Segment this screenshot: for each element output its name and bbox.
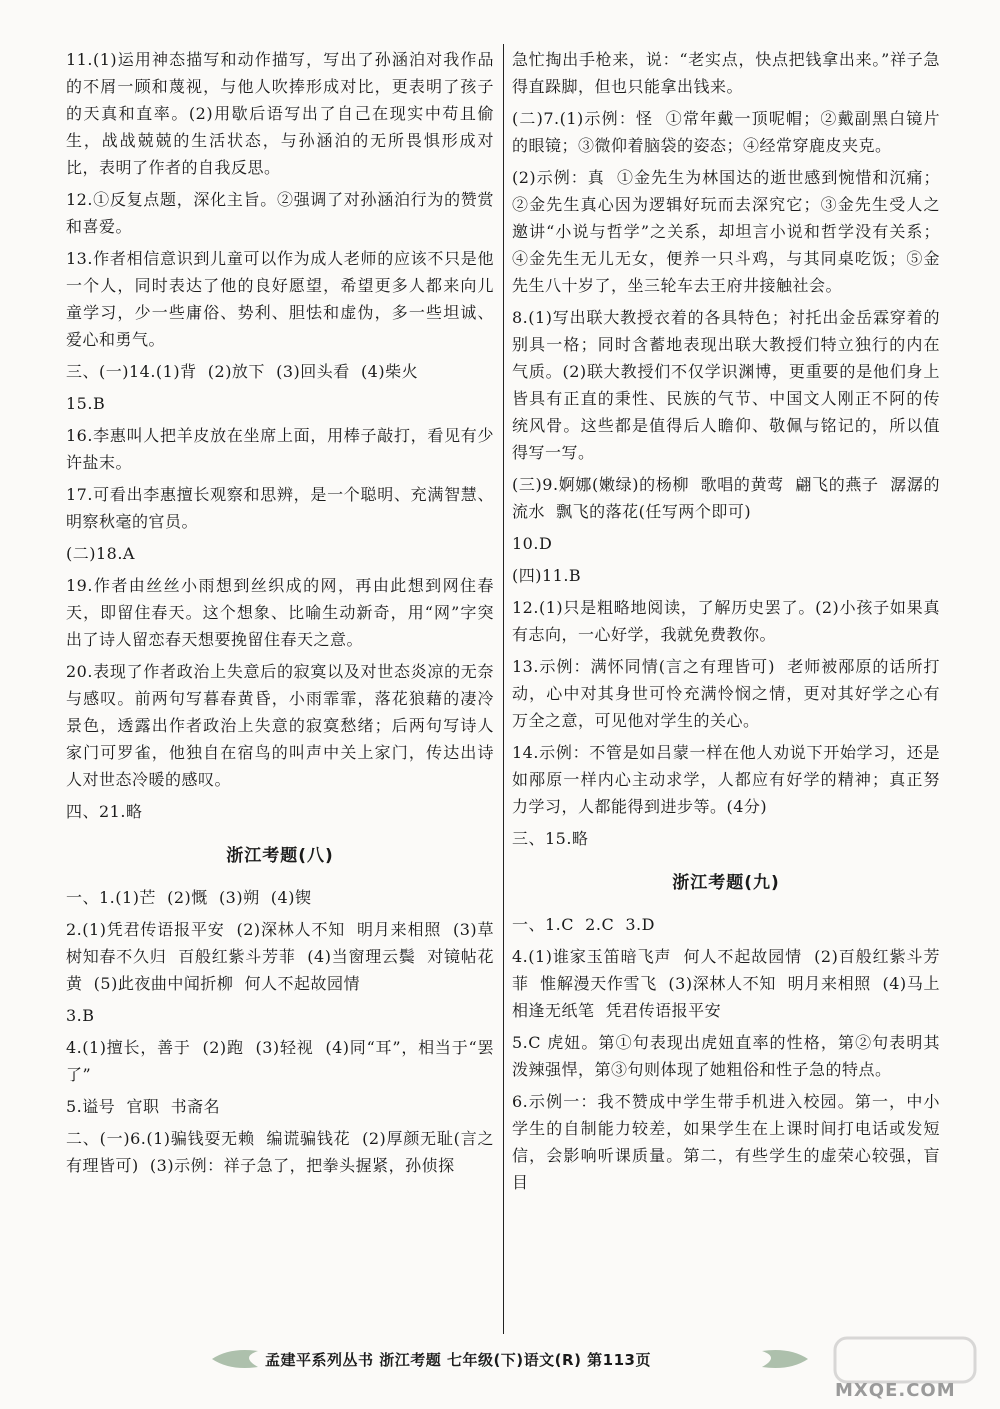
column-divider <box>503 44 504 1334</box>
watermark-text: MXQE.COM <box>835 1380 956 1401</box>
answer-paragraph: 2.(1)凭君传语报平安 (2)深林人不知 明月来相照 (3)草树知春不久归 百般红紫斗芳菲 (4)当窗理云鬓 对镜帖花黄 (5)此夜曲中闻折柳 何人不起故园情 <box>66 920 494 993</box>
answer-paragraph: (二)7.(1)示例：怪 ①常年戴一顶呢帽；②戴副黑白镜片的眼镜；③微仰着脑袋的姿态；④经常穿鹿皮夹克。 <box>512 109 940 155</box>
answer-paragraph: 二、(一)6.(1)骗钱耍无赖 编谎骗钱花 (2)厚颜无耻(言之有理皆可) (3)示例：祥子急了，把拳头握紧，孙侦探 <box>66 1129 494 1175</box>
answer-paragraph: 13.示例：满怀同情(言之有理皆可) 老师被邴原的话所打动，心中对其身世可怜充满怜悯之情，更对其好学之心有万全之意，可见他对学生的关心。 <box>512 657 940 730</box>
answer-paragraph: 4.(1)擅长，善于 (2)跑 (3)轻视 (4)同“耳”，相当于“罢了” <box>66 1038 494 1084</box>
left-column <box>66 46 494 1184</box>
answer-paragraph: 17.可看出李惠擅长观察和思辨，是一个聪明、充满智慧、明察秋毫的官员。 <box>66 485 494 531</box>
answer-paragraph: 14.示例：不管是如吕蒙一样在他人劝说下开始学习，还是如邴原一样内心主动求学，人都应有好学的精神；真正努力学习，人都能得到进步等。(4分) <box>512 743 940 816</box>
answer-paragraph: 20.表现了作者政治上失意后的寂寞以及对世态炎凉的无奈与感叹。前两句写暮春黄昏，小雨霏霏，落花狼藉的凄冷景色，透露出作者政治上失意的寂寞愁绪；后两句写诗人家门可罗雀，他独自在宿鸟的叫声中关上家门，传达出诗人对世态冷暖的感叹。 <box>66 662 494 789</box>
right-column <box>512 46 940 1201</box>
answer-paragraph: 12.(1)只是粗略地阅读，了解历史罢了。(2)小孩子如果真有志向，一心好学，我就免费教你。 <box>512 598 940 644</box>
answer-paragraph: 三、15.略 <box>512 829 589 848</box>
answer-paragraph: 一、1.C 2.C 3.D <box>512 915 655 934</box>
answer-paragraph: 5.谥号 官职 书斋名 <box>66 1097 221 1116</box>
answer-paragraph: (2)示例：真 ①金先生为林国达的逝世感到惋惜和沉痛；②金先生真心因为逻辑好玩而去深究它；③金先生受人之邀讲“小说与哲学”之关系，却坦言小说和哲学没有关系；④金先生无儿无女，便养一只斗鸡，与其同桌吃饭；⑤金先生八十岁了，坐三轮车去王府井接触社会。 <box>512 168 940 295</box>
answer-paragraph: 3.B <box>66 1006 95 1025</box>
answer-paragraph: 4.(1)谁家玉笛暗飞声 何人不起故园情 (2)百般红紫斗芳菲 惟解漫天作雪飞 (3)深林人不知 明月来相照 (4)马上相逢无纸笔 凭君传语报平安 <box>512 947 940 1020</box>
section-title: 浙江考题(八) <box>226 846 334 866</box>
section-title: 浙江考题(九) <box>672 873 780 893</box>
answer-paragraph: 5.C 虎妞。第①句表现出虎妞直率的性格，第②句表明其泼辣强悍，第③句则体现了她粗俗和性子急的特点。 <box>512 1033 940 1079</box>
leaf-ornament-icon <box>210 1345 260 1373</box>
answer-paragraph: 6.示例一：我不赞成中学生带手机进入校园。第一，中小学生的自制能力较差，如果学生在上课时间打电话或发短信，会影响听课质量。第二，有些学生的虚荣心较强，盲目 <box>512 1092 940 1192</box>
leaf-ornament-icon <box>760 1345 810 1373</box>
footer-text: 孟建平系列丛书 浙江考题 七年级(下)语文(R) 第113页 <box>265 1351 651 1369</box>
answer-paragraph: 急忙掏出手枪来，说：“老实点，快点把钱拿出来。”祥子急得直跺脚，但也只能拿出钱来。 <box>512 50 940 96</box>
answer-paragraph: 三、(一)14.(1)背 (2)放下 (3)回头看 (4)柴火 <box>66 362 419 381</box>
answer-paragraph: (四)11.B <box>512 566 582 585</box>
answer-paragraph: 10.D <box>512 534 553 553</box>
answer-paragraph: 15.B <box>66 394 106 413</box>
answer-paragraph: 12.①反复点题，深化主旨。②强调了对孙涵泊行为的赞赏和喜爱。 <box>66 190 494 236</box>
page-footer <box>210 1345 810 1375</box>
answer-paragraph: 11.(1)运用神态描写和动作描写，写出了孙涵泊对我作品的不屑一顾和蔑视，与他人吹捧形成对比，更表明了孩子的天真和直率。(2)用歇后语写出了自己在现实中苟且偷生，战战兢兢的生活状态，与孙涵泊的无所畏惧形成对比，表明了作者的自我反思。 <box>66 50 494 177</box>
answer-paragraph: 四、21.略 <box>66 802 143 821</box>
answer-paragraph: 16.李惠叫人把羊皮放在坐席上面，用棒子敲打，看见有少许盐末。 <box>66 426 494 472</box>
answer-paragraph: 13.作者相信意识到儿童可以作为成人老师的应该不只是他一个人，同时表达了他的良好愿望，希望更多人都来向儿童学习，少一些庸俗、势利、胆怯和虚伪，多一些坦诚、爱心和勇气。 <box>66 249 494 349</box>
answer-paragraph: 8.(1)写出联大教授衣着的各具特色；衬托出金岳霖穿着的别具一格；同时含蓄地表现出联大教授们特立独行的内在气质。(2)联大教授们不仅学识渊博，更重要的是他们身上皆具有正直的秉性、民族的气节、中国文人刚正不阿的传统风骨。这些都是值得后人瞻仰、敬佩与铭记的，所以值得写一写。 <box>512 308 940 462</box>
answer-paragraph: (三)9.婀娜(嫩绿)的杨柳 歌唱的黄莺 翩飞的燕子 潺潺的流水 飘飞的落花(任写两个即可) <box>512 475 940 521</box>
answer-paragraph: (二)18.A <box>66 544 135 563</box>
answer-paragraph: 19.作者由丝丝小雨想到丝织成的网，再由此想到网住春天，即留住春天。这个想象、比喻生动新奇，用“网”字突出了诗人留恋春天想要挽留住春天之意。 <box>66 576 494 649</box>
answer-paragraph: 一、1.(1)芒 (2)慨 (3)朔 (4)锲 <box>66 888 312 907</box>
